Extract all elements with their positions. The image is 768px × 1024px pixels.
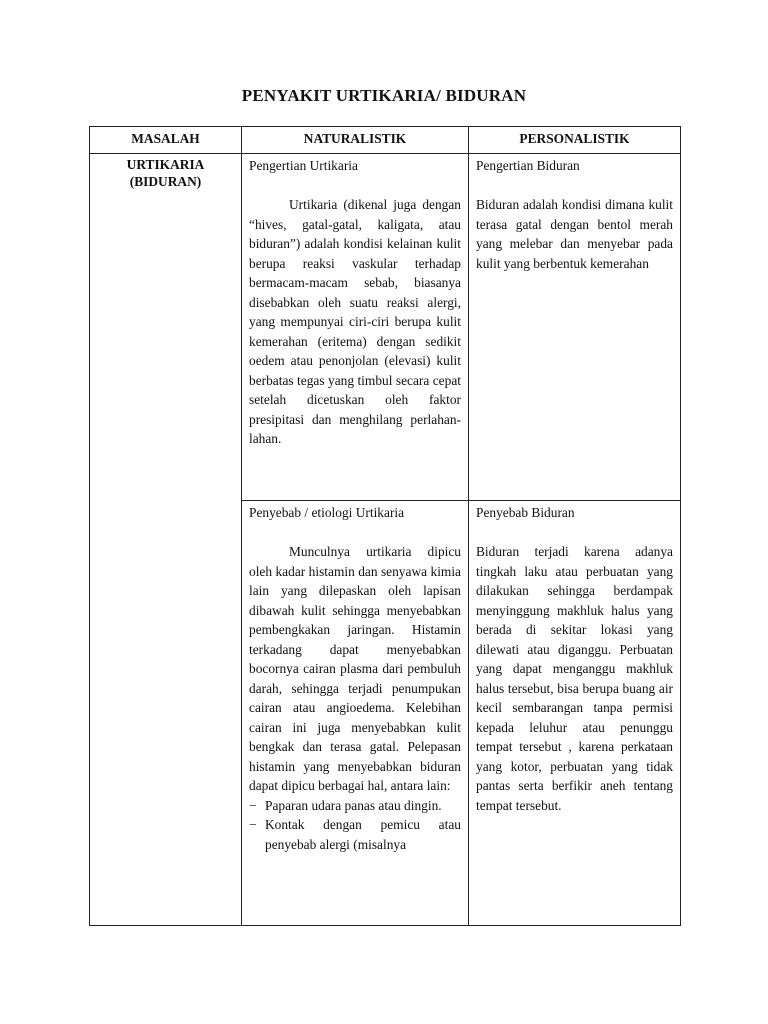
- document-title: PENYAKIT URTIKARIA/ BIDURAN: [241, 86, 527, 105]
- naturalistik-cause-body: Munculnya urtikaria dipicu oleh kadar histamin dan senyawa kimia lain yang dilepaskan oleh lapisan dibawah kulit sehingga menyebabkan pembengkakan jaringan. Histamin terkadang dapat menyebabkan bocornya cairan plasma dari pembuluh darah, sehingga terjadi penumpukan cairan atau angioedema. Kelebihan cairan ini juga menyebabkan kulit bengkak dan terasa gatal. Pelepasan histamin yang menyebabkan biduran dapat dipicu berbagai hal, antara lain:: [249, 544, 461, 793]
- naturalistik-cause-cell: [242, 501, 469, 926]
- column-header-masalah: MASALAH: [90, 127, 242, 154]
- personalistik-cause-heading: Penyebab Biduran: [476, 505, 575, 520]
- list-item: − Paparan udara panas atau dingin.: [249, 796, 461, 816]
- personalistik-cause-cell: [469, 501, 681, 926]
- table-row: [90, 154, 681, 501]
- column-header-personalistik: PERSONALISTIK: [469, 127, 681, 154]
- naturalistik-definition-cell: [242, 154, 469, 501]
- table-header-row: [90, 127, 681, 154]
- personalistik-definition-body: Biduran adalah kondisi dimana kulit terasa gatal dengan bentol merah yang melebar dan menyebar pada kulit yang berbentuk kemerahan: [476, 197, 673, 271]
- comparison-table: [89, 126, 681, 926]
- naturalistik-definition-heading: Pengertian Urtikaria: [249, 158, 358, 173]
- personalistik-definition-heading: Pengertian Biduran: [476, 158, 580, 173]
- list-item: − Kontak dengan pemicu atau penyebab alergi (misalnya: [249, 815, 461, 854]
- personalistik-cause-body: Biduran terjadi karena adanya tingkah laku atau perbuatan yang dilakukan sehingga berdampak menyinggung makhluk halus yang berada di sekitar lokasi yang dilewati atau diganggu. Perbuatan yang dapat menganggu makhluk halus tersebut, bisa berupa buang air kecil sembarangan tanpa permisi kepada leluhur atau penunggu tempat tersebut , karena perkataan yang kotor, perbuatan yang tidak pantas serta berfikir aneh tentang tempat tersebut.: [476, 544, 673, 813]
- masalah-cell: URTIKARIA (BIDURAN): [90, 154, 242, 926]
- personalistik-definition-cell: [469, 154, 681, 501]
- naturalistik-definition-body: Urtikaria (dikenal juga dengan “hives, gatal-gatal, kaligata, atau biduran”) adalah kondisi kelainan kulit berupa reaksi vaskular terhadap bermacam-macam sebab, biasanya disebabkan oleh suatu reaksi alergi, yang mempunyai ciri-ciri berupa kulit kemerahan (eritema) dengan sedikit oedem atau penonjolan (elevasi) kulit berbatas tegas yang timbul secara cepat setelah dicetuskan oleh faktor presipitasi dan menghilang perlahan-lahan.: [249, 197, 461, 446]
- naturalistik-cause-heading: Penyebab / etiologi Urtikaria: [249, 505, 405, 520]
- column-header-naturalistik: NATURALISTIK: [242, 127, 469, 154]
- cause-list: [249, 796, 461, 855]
